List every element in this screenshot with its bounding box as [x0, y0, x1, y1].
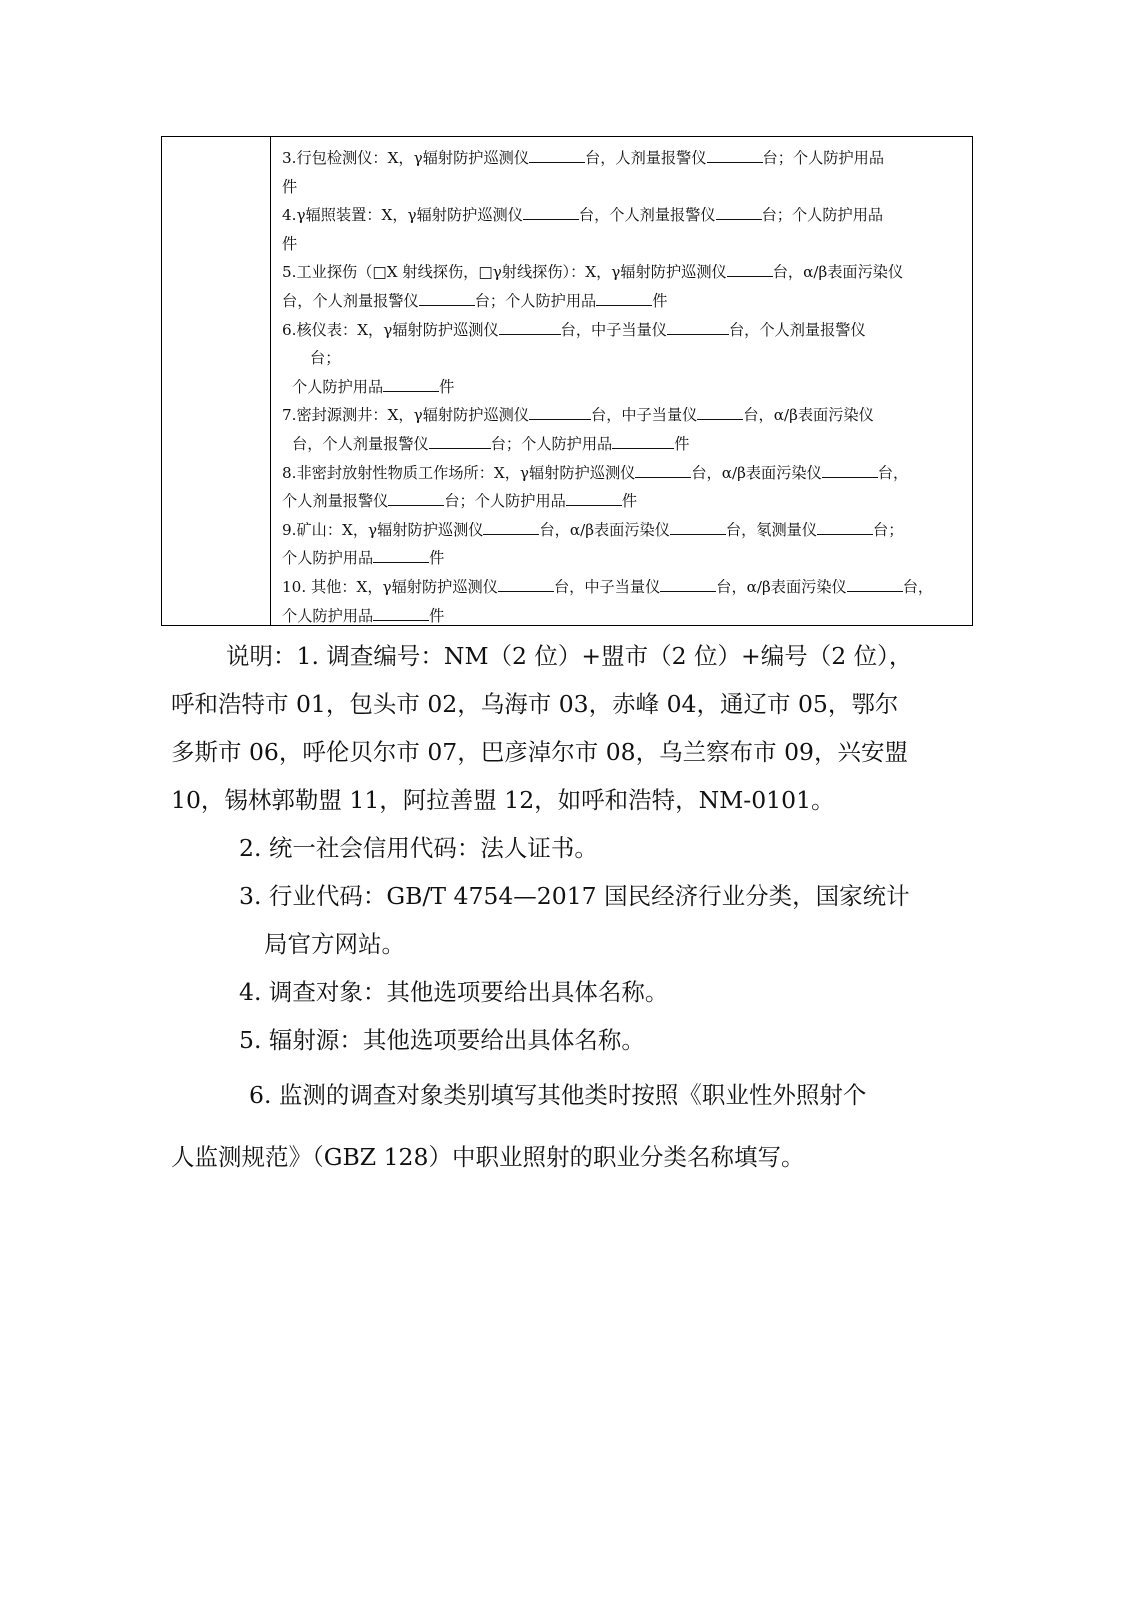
note-4: 4. 调查对象：其他选项要给出具体名称。: [239, 978, 669, 1006]
fill-blank[interactable]: [529, 145, 585, 163]
table-line: 5.工业探伤（□X 射线探伤，□γ射线探伤）：X，γ辐射防护巡测仪 台，α/β表面污染仪: [282, 258, 963, 287]
equipment-table: [161, 136, 973, 626]
fill-blank[interactable]: [817, 517, 873, 535]
table-label-cell: [162, 137, 271, 625]
fill-blank[interactable]: [419, 288, 475, 306]
note-6-line: 人监测规范》（GBZ 128）中职业照射的职业分类名称填写。: [171, 1143, 805, 1171]
table-line: 7.密封源测井：X，γ辐射防护巡测仪 台，中子当量仪 台，α/β表面污染仪: [282, 401, 963, 430]
fill-blank[interactable]: [667, 317, 729, 335]
fill-blank[interactable]: [383, 374, 439, 392]
fill-blank[interactable]: [388, 488, 444, 506]
fill-blank[interactable]: [660, 574, 716, 592]
table-line: 个人防护用品 件: [282, 602, 963, 631]
fill-blank[interactable]: [727, 259, 773, 277]
note-1-line: 多斯市 06，呼伦贝尔市 07，巴彦淖尔市 08，乌兰察布市 09，兴安盟: [171, 738, 908, 766]
table-line: 件: [282, 234, 298, 253]
fill-blank[interactable]: [429, 431, 491, 449]
table-line: 9.矿山：X，γ辐射防护巡测仪 台，α/β表面污染仪 台，氡测量仪 台；: [282, 516, 963, 545]
table-line: 台，个人剂量报警仪 台；个人防护用品 件: [282, 430, 963, 459]
note-1-line: 呼和浩特市 01，包头市 02，乌海市 03，赤峰 04，通辽市 05，鄂尔: [171, 690, 899, 718]
table-line: 6.核仪表：X，γ辐射防护巡测仪 台，中子当量仪 台，个人剂量报警仪: [282, 316, 963, 345]
fill-blank[interactable]: [373, 603, 429, 621]
note-2: 2. 统一社会信用代码：法人证书。: [239, 834, 598, 862]
fill-blank[interactable]: [596, 288, 652, 306]
note-3-line: 局官方网站。: [264, 930, 405, 958]
table-line: 8.非密封放射性物质工作场所：X，γ辐射防护巡测仪 台，α/β表面污染仪 台，: [282, 459, 963, 488]
table-line: 4.γ辐照装置：X，γ辐射防护巡测仪 台，个人剂量报警仪 台；个人防护用品: [282, 201, 963, 230]
table-line: 个人剂量报警仪 台；个人防护用品 件: [282, 487, 963, 516]
fill-blank[interactable]: [373, 545, 429, 563]
table-line: 个人防护用品 件: [282, 373, 963, 402]
note-5: 5. 辐射源：其他选项要给出具体名称。: [239, 1026, 645, 1054]
note-1-line: 说明：1. 调查编号：NM（2 位）+盟市（2 位）+编号（2 位），: [226, 642, 913, 670]
table-line: 10. 其他：X，γ辐射防护巡测仪 台，中子当量仪 台，α/β表面污染仪 台，: [282, 573, 963, 602]
fill-blank[interactable]: [566, 488, 622, 506]
note-3-line: 3. 行业代码：GB/T 4754—2017 国民经济行业分类，国家统计: [239, 882, 910, 910]
fill-blank[interactable]: [499, 317, 561, 335]
table-line: 台，个人剂量报警仪 台；个人防护用品 件: [282, 287, 963, 316]
fill-blank[interactable]: [612, 431, 674, 449]
fill-blank[interactable]: [716, 202, 762, 220]
fill-blank[interactable]: [529, 402, 591, 420]
fill-blank[interactable]: [498, 574, 554, 592]
fill-blank[interactable]: [635, 460, 691, 478]
table-line: 个人防护用品 件: [282, 544, 963, 573]
fill-blank[interactable]: [847, 574, 903, 592]
note-6-line: 6. 监测的调查对象类别填写其他类时按照《职业性外照射个: [249, 1081, 867, 1109]
table-content-cell: [271, 137, 972, 625]
notes-section: [171, 632, 971, 1188]
fill-blank[interactable]: [707, 145, 763, 163]
note-1-line: 10，锡林郭勒盟 11，阿拉善盟 12，如呼和浩特，NM-0101。: [171, 786, 835, 814]
fill-blank[interactable]: [697, 402, 743, 420]
table-line: 件: [282, 177, 298, 196]
table-line: 3.行包检测仪：X，γ辐射防护巡测仪 台，人剂量报警仪 台；个人防护用品: [282, 144, 963, 173]
fill-blank[interactable]: [822, 460, 878, 478]
table-line: 台；: [310, 349, 341, 368]
fill-blank[interactable]: [670, 517, 726, 535]
fill-blank[interactable]: [483, 517, 539, 535]
fill-blank[interactable]: [523, 202, 579, 220]
